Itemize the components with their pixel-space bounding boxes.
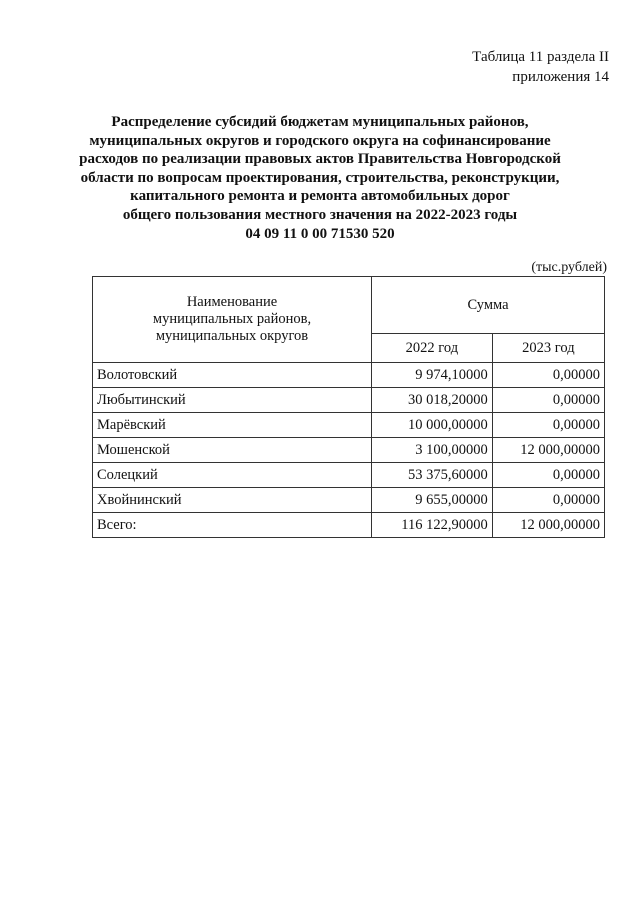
title-line: расходов по реализации правовых актов Правительства Новгородской [79, 151, 561, 167]
amount-2022: 10 000,00000 [372, 413, 493, 438]
amount-2023: 0,00000 [492, 363, 604, 388]
reference-line-1: Таблица 11 раздела II [472, 49, 609, 65]
document-title [60, 113, 580, 224]
column-header-2022: 2022 год [372, 334, 493, 363]
total-2023: 12 000,00000 [492, 513, 604, 538]
column-header-2023: 2023 год [492, 334, 604, 363]
district-name: Хвойнинский [93, 488, 372, 513]
table-row [93, 438, 605, 463]
amount-2022: 30 018,20000 [372, 388, 493, 413]
total-row [93, 513, 605, 538]
budget-code: 04 09 11 0 00 71530 520 [245, 226, 395, 242]
reference-line-2: приложения 14 [512, 69, 609, 85]
amount-2022: 9 655,00000 [372, 488, 493, 513]
district-name: Волотовский [93, 363, 372, 388]
column-header-name-line: муниципальных районов, [152, 311, 312, 327]
title-line: капитального ремонта и ремонта автомобильных дорог [130, 188, 510, 204]
table-row [93, 488, 605, 513]
table-row [93, 363, 605, 388]
title-line: Распределение субсидий бюджетам муниципальных районов, [111, 114, 529, 130]
amount-2022: 3 100,00000 [372, 438, 493, 463]
district-name: Солецкий [93, 463, 372, 488]
amount-2023: 0,00000 [492, 488, 604, 513]
total-2022: 116 122,90000 [372, 513, 493, 538]
district-name: Мошенской [93, 438, 372, 463]
table-row [93, 413, 605, 438]
total-label: Всего: [93, 513, 372, 538]
column-header-name [93, 277, 372, 363]
amount-2023: 0,00000 [492, 463, 604, 488]
district-name: Любытинский [93, 388, 372, 413]
table-row [93, 463, 605, 488]
title-line: общего пользования местного значения на 2022-2023 годы [122, 206, 518, 223]
amount-2023: 0,00000 [492, 388, 604, 413]
amount-2023: 12 000,00000 [492, 438, 604, 463]
column-header-name-line: Наименование [186, 294, 278, 310]
column-header-sum: Сумма [372, 277, 605, 334]
units-label: (тыс.рублей) [531, 260, 607, 275]
title-line: муниципальных округов и городского округа на софинансирование [89, 132, 551, 149]
title-line: области по вопросам проектирования, строительства, реконструкции, [80, 169, 560, 186]
amount-2023: 0,00000 [492, 413, 604, 438]
subsidy-table [92, 276, 605, 538]
amount-2022: 53 375,60000 [372, 463, 493, 488]
column-header-name-line: муниципальных округов [155, 328, 309, 344]
district-name: Марёвский [93, 413, 372, 438]
table-row [93, 388, 605, 413]
table-reference [472, 47, 609, 87]
amount-2022: 9 974,10000 [372, 363, 493, 388]
